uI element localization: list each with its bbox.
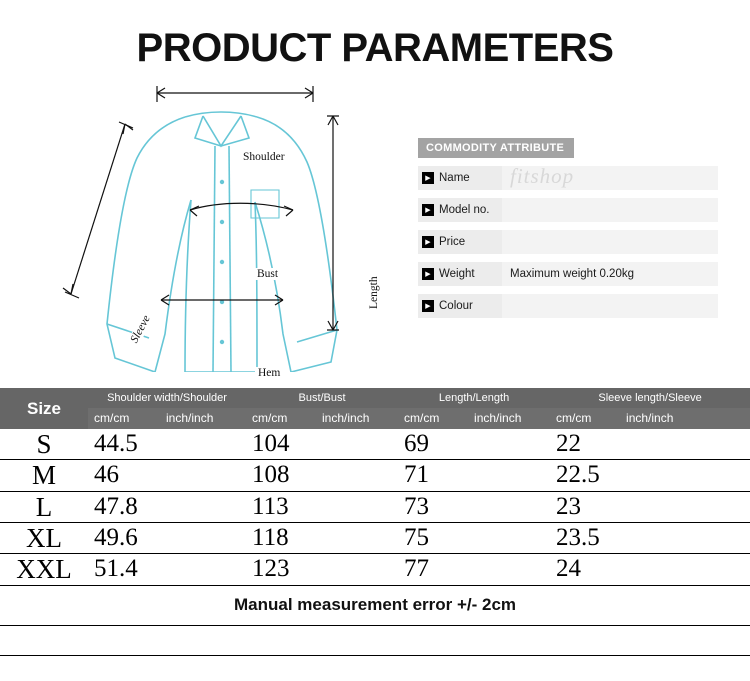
attribute-value xyxy=(502,294,718,318)
cell-sleeve-inch xyxy=(620,523,750,554)
cell-shoulder-cm: 49.6 xyxy=(88,523,160,554)
attribute-key-label: Model no. xyxy=(439,204,490,216)
cell-sleeve-inch xyxy=(620,429,750,460)
attribute-row-model-no xyxy=(418,198,718,222)
shirt-diagram xyxy=(45,72,425,379)
cell-length-inch xyxy=(468,491,550,522)
table-header-units xyxy=(0,408,750,429)
cell-sleeve-cm: 22.5 xyxy=(550,460,620,491)
cell-shoulder-inch xyxy=(160,460,246,491)
cell-bust-inch xyxy=(316,460,398,491)
cell-length-inch xyxy=(468,429,550,460)
cell-shoulder-inch xyxy=(160,554,246,585)
table-row xyxy=(0,554,750,585)
header-unit-length-cm: cm/cm xyxy=(398,408,468,429)
attribute-key-label: Price xyxy=(439,236,466,248)
page-title: PRODUCT PARAMETERS xyxy=(136,26,614,70)
attribute-key-label: Colour xyxy=(439,300,473,312)
table-row xyxy=(0,523,750,554)
cell-size: S xyxy=(0,429,88,460)
cell-shoulder-inch xyxy=(160,491,246,522)
header-unit-bust-inch: inch/inch xyxy=(316,408,398,429)
play-arrow-icon: ▶ xyxy=(422,236,434,248)
cell-bust-inch xyxy=(316,554,398,585)
label-hem: Hem xyxy=(255,367,283,379)
table-row xyxy=(0,460,750,491)
cell-length-cm: 75 xyxy=(398,523,468,554)
play-arrow-icon: ▶ xyxy=(422,172,434,184)
header-unit-shoulder-cm: cm/cm xyxy=(88,408,160,429)
attribute-row-name xyxy=(418,166,718,190)
attribute-value xyxy=(502,198,718,222)
cell-length-cm: 73 xyxy=(398,491,468,522)
attribute-key xyxy=(418,198,502,222)
table-row xyxy=(0,429,750,460)
cell-bust-cm: 118 xyxy=(246,523,316,554)
cell-sleeve-inch xyxy=(620,491,750,522)
cell-length-inch xyxy=(468,523,550,554)
cell-shoulder-inch xyxy=(160,429,246,460)
cell-size: L xyxy=(0,491,88,522)
cell-length-cm: 77 xyxy=(398,554,468,585)
cell-length-cm: 71 xyxy=(398,460,468,491)
brand-watermark: fitshop xyxy=(510,164,575,188)
attribute-value xyxy=(502,230,718,254)
play-arrow-icon: ▶ xyxy=(422,204,434,216)
table-row xyxy=(0,491,750,522)
attribute-value: Maximum weight 0.20kg xyxy=(502,262,718,286)
label-sleeve: Sleeve xyxy=(127,311,154,348)
cell-sleeve-inch xyxy=(620,460,750,491)
header-unit-sleeve-inch: inch/inch xyxy=(620,408,750,429)
commodity-attribute-heading: COMMODITY ATTRIBUTE xyxy=(418,138,574,158)
label-length: Length xyxy=(368,273,380,312)
attribute-key xyxy=(418,230,502,254)
attribute-key xyxy=(418,262,502,286)
cell-sleeve-cm: 23 xyxy=(550,491,620,522)
cell-sleeve-inch xyxy=(620,554,750,585)
header-unit-sleeve-cm: cm/cm xyxy=(550,408,620,429)
commodity-attribute-panel xyxy=(418,138,718,318)
size-table xyxy=(0,388,750,626)
cell-length-inch xyxy=(468,554,550,585)
cell-bust-cm: 113 xyxy=(246,491,316,522)
attribute-key-label: Weight xyxy=(439,268,475,280)
size-table-element xyxy=(0,388,750,626)
cell-shoulder-cm: 47.8 xyxy=(88,491,160,522)
play-arrow-icon: ▶ xyxy=(422,268,434,280)
header-size: Size xyxy=(0,388,88,429)
cell-bust-inch xyxy=(316,523,398,554)
attribute-key xyxy=(418,294,502,318)
cell-bust-inch xyxy=(316,429,398,460)
bottom-divider xyxy=(0,655,750,656)
attribute-key-label: Name xyxy=(439,172,470,184)
measurement-note: Manual measurement error +/- 2cm xyxy=(0,585,750,625)
header-group-shoulder: Shoulder width/Shoulder xyxy=(88,388,246,408)
attribute-row-price xyxy=(418,230,718,254)
cell-size: XL xyxy=(0,523,88,554)
attribute-key xyxy=(418,166,502,190)
cell-sleeve-cm: 22 xyxy=(550,429,620,460)
cell-size: XXL xyxy=(0,554,88,585)
header-group-bust: Bust/Bust xyxy=(246,388,398,408)
attribute-row-colour xyxy=(418,294,718,318)
cell-shoulder-cm: 51.4 xyxy=(88,554,160,585)
cell-shoulder-inch xyxy=(160,523,246,554)
header-group-sleeve: Sleeve length/Sleeve xyxy=(550,388,750,408)
play-arrow-icon: ▶ xyxy=(422,300,434,312)
header-unit-shoulder-inch: inch/inch xyxy=(160,408,246,429)
attribute-value xyxy=(502,166,718,190)
cell-length-inch xyxy=(468,460,550,491)
cell-shoulder-cm: 46 xyxy=(88,460,160,491)
cell-size: M xyxy=(0,460,88,491)
cell-sleeve-cm: 23.5 xyxy=(550,523,620,554)
cell-bust-cm: 104 xyxy=(246,429,316,460)
header-group-length: Length/Length xyxy=(398,388,550,408)
label-bust: Bust xyxy=(254,268,281,280)
cell-bust-cm: 108 xyxy=(246,460,316,491)
header-unit-bust-cm: cm/cm xyxy=(246,408,316,429)
label-shoulder: Shoulder xyxy=(240,151,288,163)
header-unit-length-inch: inch/inch xyxy=(468,408,550,429)
shirt-illustration-svg xyxy=(45,72,425,372)
table-note-row xyxy=(0,585,750,625)
table-header-groups xyxy=(0,388,750,408)
cell-bust-inch xyxy=(316,491,398,522)
cell-length-cm: 69 xyxy=(398,429,468,460)
cell-bust-cm: 123 xyxy=(246,554,316,585)
cell-shoulder-cm: 44.5 xyxy=(88,429,160,460)
cell-sleeve-cm: 24 xyxy=(550,554,620,585)
attribute-row-weight xyxy=(418,262,718,286)
